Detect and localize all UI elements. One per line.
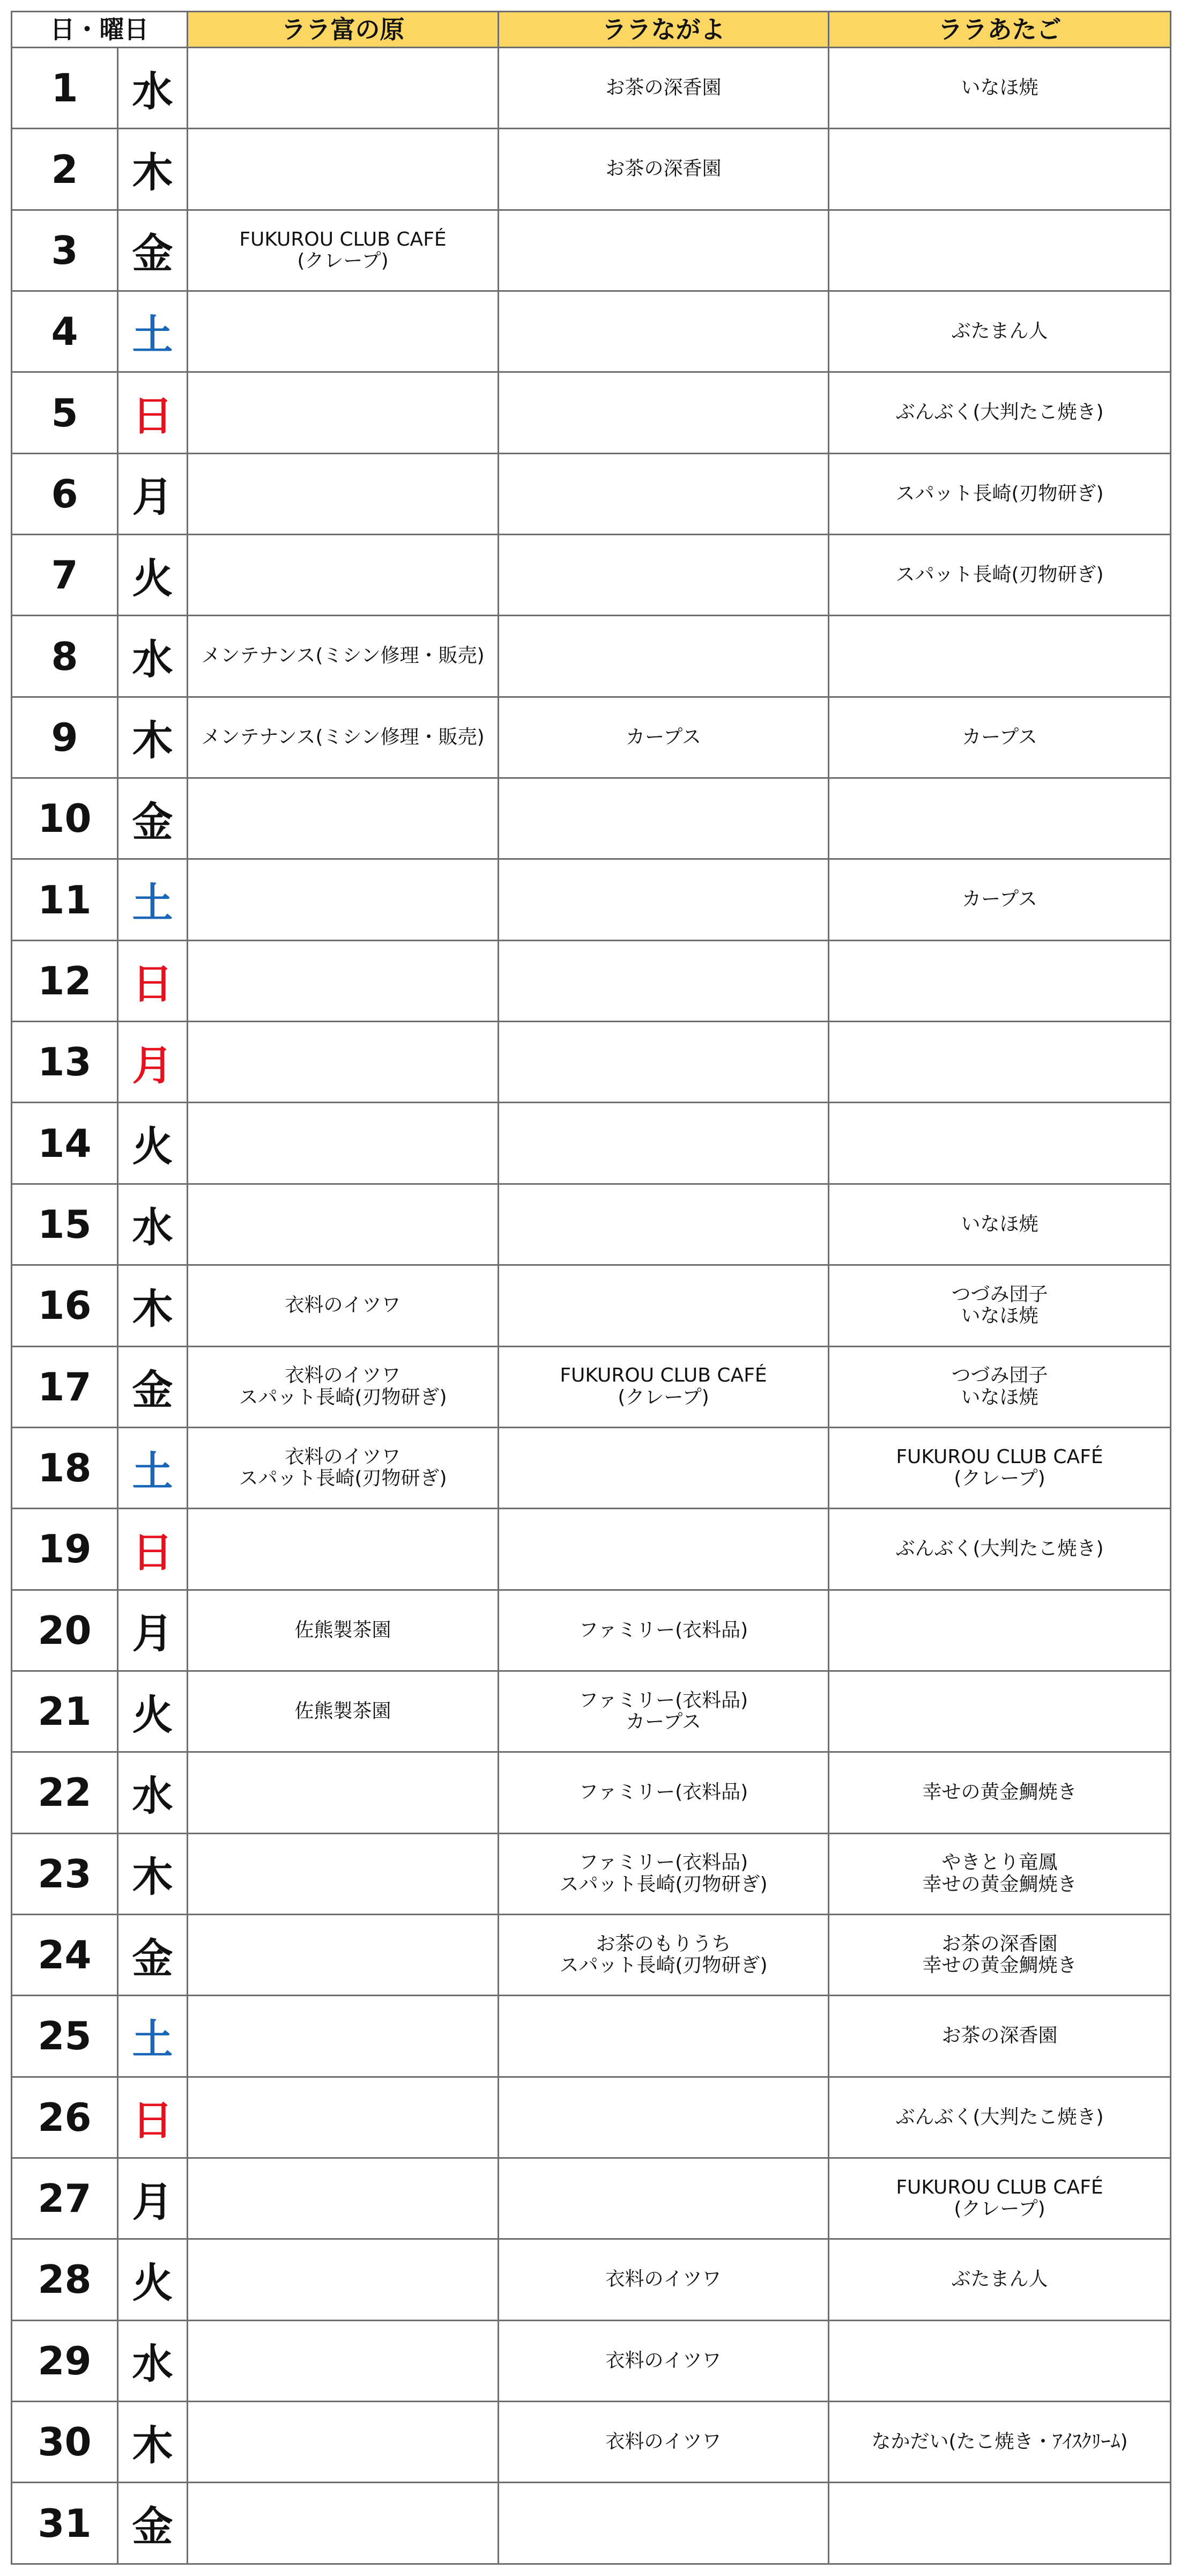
weekday-label: 月: [118, 1022, 188, 1103]
weekday-label: 水: [118, 48, 188, 129]
tominohara-cell: [188, 1103, 499, 1184]
atago-cell: [829, 1103, 1171, 1184]
tominohara-cell: [188, 48, 499, 129]
nagayo-cell: [499, 859, 829, 940]
tominohara-cell: [188, 453, 499, 534]
table-row: [12, 697, 1171, 778]
atago-cell: お茶の深香園 幸せの黄金鯛焼き: [829, 1914, 1171, 1995]
weekday-label: 火: [118, 1671, 188, 1752]
table-row: [12, 1590, 1171, 1671]
atago-cell: カープス: [829, 697, 1171, 778]
atago-cell: ぶんぶく(大判たこ焼き): [829, 1509, 1171, 1590]
atago-cell: お茶の深香園: [829, 1996, 1171, 2077]
day-number: 14: [12, 1103, 118, 1184]
nagayo-cell: [499, 1103, 829, 1184]
nagayo-cell: ファミリー(衣料品): [499, 1752, 829, 1833]
header-store-atago: ララあたご: [829, 12, 1171, 48]
tominohara-cell: メンテナンス(ミシン修理・販売): [188, 697, 499, 778]
header-row: [12, 12, 1171, 48]
weekday-label: 金: [118, 210, 188, 291]
table-row: [12, 1427, 1171, 1508]
table-row: [12, 1265, 1171, 1346]
day-number: 19: [12, 1509, 118, 1590]
tominohara-cell: [188, 1833, 499, 1914]
day-number: 2: [12, 129, 118, 210]
atago-cell: [829, 1590, 1171, 1671]
table-row: [12, 1752, 1171, 1833]
day-number: 1: [12, 48, 118, 129]
atago-cell: [829, 129, 1171, 210]
nagayo-cell: 衣料のイツワ: [499, 2239, 829, 2320]
table-row: [12, 1346, 1171, 1427]
table-row: [12, 1914, 1171, 1995]
table-row: [12, 535, 1171, 616]
nagayo-cell: カープス: [499, 697, 829, 778]
weekday-label: 金: [118, 778, 188, 859]
table-row: [12, 778, 1171, 859]
nagayo-cell: [499, 616, 829, 697]
weekday-label: 月: [118, 1590, 188, 1671]
tominohara-cell: [188, 2158, 499, 2239]
atago-cell: [829, 940, 1171, 1021]
weekday-label: 木: [118, 1833, 188, 1914]
table-row: [12, 2077, 1171, 2158]
weekday-label: 火: [118, 535, 188, 616]
weekday-label: 金: [118, 1914, 188, 1995]
atago-cell: [829, 1671, 1171, 1752]
tominohara-cell: [188, 372, 499, 453]
weekday-label: 土: [118, 291, 188, 372]
weekday-label: 金: [118, 1346, 188, 1427]
weekday-label: 水: [118, 616, 188, 697]
day-number: 18: [12, 1427, 118, 1508]
atago-cell: [829, 616, 1171, 697]
weekday-label: 日: [118, 940, 188, 1021]
table-row: [12, 2158, 1171, 2239]
weekday-label: 水: [118, 1184, 188, 1265]
day-number: 3: [12, 210, 118, 291]
day-number: 27: [12, 2158, 118, 2239]
atago-cell: なかだい(たこ焼き・ｱｲｽｸﾘｰﾑ): [829, 2401, 1171, 2482]
nagayo-cell: [499, 940, 829, 1021]
table-row: [12, 210, 1171, 291]
nagayo-cell: [499, 372, 829, 453]
nagayo-cell: ファミリー(衣料品) スパット長崎(刃物研ぎ): [499, 1833, 829, 1914]
weekday-label: 水: [118, 1752, 188, 1833]
table-row: [12, 1022, 1171, 1103]
atago-cell: ぶたまん人: [829, 2239, 1171, 2320]
weekday-label: 火: [118, 2239, 188, 2320]
weekday-label: 日: [118, 2077, 188, 2158]
day-number: 17: [12, 1346, 118, 1427]
nagayo-cell: [499, 1996, 829, 2077]
day-number: 31: [12, 2483, 118, 2564]
tominohara-cell: 衣料のイツワ スパット長崎(刃物研ぎ): [188, 1427, 499, 1508]
nagayo-cell: [499, 778, 829, 859]
day-number: 26: [12, 2077, 118, 2158]
nagayo-cell: お茶の深香園: [499, 48, 829, 129]
tominohara-cell: [188, 1752, 499, 1833]
weekday-label: 土: [118, 859, 188, 940]
table-row: [12, 1103, 1171, 1184]
atago-cell: ぶたまん人: [829, 291, 1171, 372]
atago-cell: [829, 2320, 1171, 2401]
table-row: [12, 48, 1171, 129]
nagayo-cell: 衣料のイツワ: [499, 2401, 829, 2482]
table-row: [12, 1996, 1171, 2077]
day-number: 21: [12, 1671, 118, 1752]
atago-cell: [829, 210, 1171, 291]
weekday-label: 土: [118, 1996, 188, 2077]
tominohara-cell: 佐熊製茶園: [188, 1590, 499, 1671]
table-row: [12, 1184, 1171, 1265]
tominohara-cell: [188, 940, 499, 1021]
table-row: [12, 291, 1171, 372]
day-number: 7: [12, 535, 118, 616]
atago-cell: カープス: [829, 859, 1171, 940]
day-number: 29: [12, 2320, 118, 2401]
weekday-label: 木: [118, 697, 188, 778]
atago-cell: 幸せの黄金鯛焼き: [829, 1752, 1171, 1833]
tominohara-cell: [188, 778, 499, 859]
nagayo-cell: [499, 2483, 829, 2564]
nagayo-cell: [499, 1184, 829, 1265]
tominohara-cell: [188, 2077, 499, 2158]
nagayo-cell: ファミリー(衣料品): [499, 1590, 829, 1671]
nagayo-cell: FUKUROU CLUB CAFÉ (クレープ): [499, 1346, 829, 1427]
tominohara-cell: [188, 1022, 499, 1103]
table-row: [12, 616, 1171, 697]
weekday-label: 水: [118, 2320, 188, 2401]
table-row: [12, 129, 1171, 210]
nagayo-cell: [499, 453, 829, 534]
day-number: 6: [12, 453, 118, 534]
nagayo-cell: [499, 1265, 829, 1346]
day-number: 28: [12, 2239, 118, 2320]
atago-cell: スパット長崎(刃物研ぎ): [829, 453, 1171, 534]
day-number: 20: [12, 1590, 118, 1671]
tominohara-cell: 佐熊製茶園: [188, 1671, 499, 1752]
day-number: 25: [12, 1996, 118, 2077]
tominohara-cell: [188, 859, 499, 940]
atago-cell: ぶんぶく(大判たこ焼き): [829, 2077, 1171, 2158]
table-row: [12, 2320, 1171, 2401]
nagayo-cell: [499, 210, 829, 291]
nagayo-cell: お茶のもりうち スパット長崎(刃物研ぎ): [499, 1914, 829, 1995]
atago-cell: FUKUROU CLUB CAFÉ (クレープ): [829, 2158, 1171, 2239]
atago-cell: スパット長崎(刃物研ぎ): [829, 535, 1171, 616]
tominohara-cell: FUKUROU CLUB CAFÉ (クレープ): [188, 210, 499, 291]
tominohara-cell: [188, 291, 499, 372]
tominohara-cell: [188, 129, 499, 210]
table-row: [12, 2483, 1171, 2564]
day-number: 4: [12, 291, 118, 372]
atago-cell: [829, 2483, 1171, 2564]
tominohara-cell: メンテナンス(ミシン修理・販売): [188, 616, 499, 697]
weekday-label: 木: [118, 129, 188, 210]
header-store-nagayo: ララながよ: [499, 12, 829, 48]
weekday-label: 日: [118, 1509, 188, 1590]
day-number: 9: [12, 697, 118, 778]
day-number: 11: [12, 859, 118, 940]
atago-cell: [829, 778, 1171, 859]
atago-cell: つづみ団子 いなほ焼: [829, 1346, 1171, 1427]
weekday-label: 木: [118, 2401, 188, 2482]
weekday-label: 日: [118, 372, 188, 453]
weekday-label: 月: [118, 453, 188, 534]
nagayo-cell: [499, 1022, 829, 1103]
table-row: [12, 372, 1171, 453]
atago-cell: いなほ焼: [829, 48, 1171, 129]
weekday-label: 火: [118, 1103, 188, 1184]
weekday-label: 金: [118, 2483, 188, 2564]
atago-cell: つづみ団子 いなほ焼: [829, 1265, 1171, 1346]
day-number: 23: [12, 1833, 118, 1914]
atago-cell: [829, 1022, 1171, 1103]
nagayo-cell: [499, 535, 829, 616]
atago-cell: FUKUROU CLUB CAFÉ (クレープ): [829, 1427, 1171, 1508]
weekday-label: 木: [118, 1265, 188, 1346]
tominohara-cell: [188, 535, 499, 616]
weekday-label: 土: [118, 1427, 188, 1508]
tominohara-cell: [188, 2483, 499, 2564]
table-row: [12, 859, 1171, 940]
table-row: [12, 2239, 1171, 2320]
nagayo-cell: 衣料のイツワ: [499, 2320, 829, 2401]
atago-cell: ぶんぶく(大判たこ焼き): [829, 372, 1171, 453]
table-row: [12, 1833, 1171, 1914]
nagayo-cell: [499, 1427, 829, 1508]
atago-cell: やきとり竜鳳 幸せの黄金鯛焼き: [829, 1833, 1171, 1914]
header-store-tominohara: ララ富の原: [188, 12, 499, 48]
nagayo-cell: [499, 2158, 829, 2239]
tominohara-cell: [188, 1184, 499, 1265]
tominohara-cell: [188, 2320, 499, 2401]
tominohara-cell: 衣料のイツワ スパット長崎(刃物研ぎ): [188, 1346, 499, 1427]
nagayo-cell: [499, 291, 829, 372]
day-number: 16: [12, 1265, 118, 1346]
atago-cell: いなほ焼: [829, 1184, 1171, 1265]
day-number: 15: [12, 1184, 118, 1265]
table-row: [12, 1671, 1171, 1752]
header-day-weekday: 日・曜日: [12, 12, 188, 48]
day-number: 22: [12, 1752, 118, 1833]
table-row: [12, 940, 1171, 1021]
day-number: 5: [12, 372, 118, 453]
day-number: 10: [12, 778, 118, 859]
nagayo-cell: ファミリー(衣料品) カープス: [499, 1671, 829, 1752]
tominohara-cell: [188, 1509, 499, 1590]
table-row: [12, 1509, 1171, 1590]
day-number: 13: [12, 1022, 118, 1103]
schedule-table: [11, 11, 1171, 2565]
nagayo-cell: [499, 1509, 829, 1590]
table-row: [12, 2401, 1171, 2482]
tominohara-cell: 衣料のイツワ: [188, 1265, 499, 1346]
day-number: 8: [12, 616, 118, 697]
nagayo-cell: お茶の深香園: [499, 129, 829, 210]
tominohara-cell: [188, 1914, 499, 1995]
day-number: 24: [12, 1914, 118, 1995]
day-number: 30: [12, 2401, 118, 2482]
schedule-header: [12, 12, 1171, 48]
day-number: 12: [12, 940, 118, 1021]
schedule-body: [12, 48, 1171, 2564]
tominohara-cell: [188, 2239, 499, 2320]
nagayo-cell: [499, 2077, 829, 2158]
table-row: [12, 453, 1171, 534]
tominohara-cell: [188, 1996, 499, 2077]
weekday-label: 月: [118, 2158, 188, 2239]
tominohara-cell: [188, 2401, 499, 2482]
